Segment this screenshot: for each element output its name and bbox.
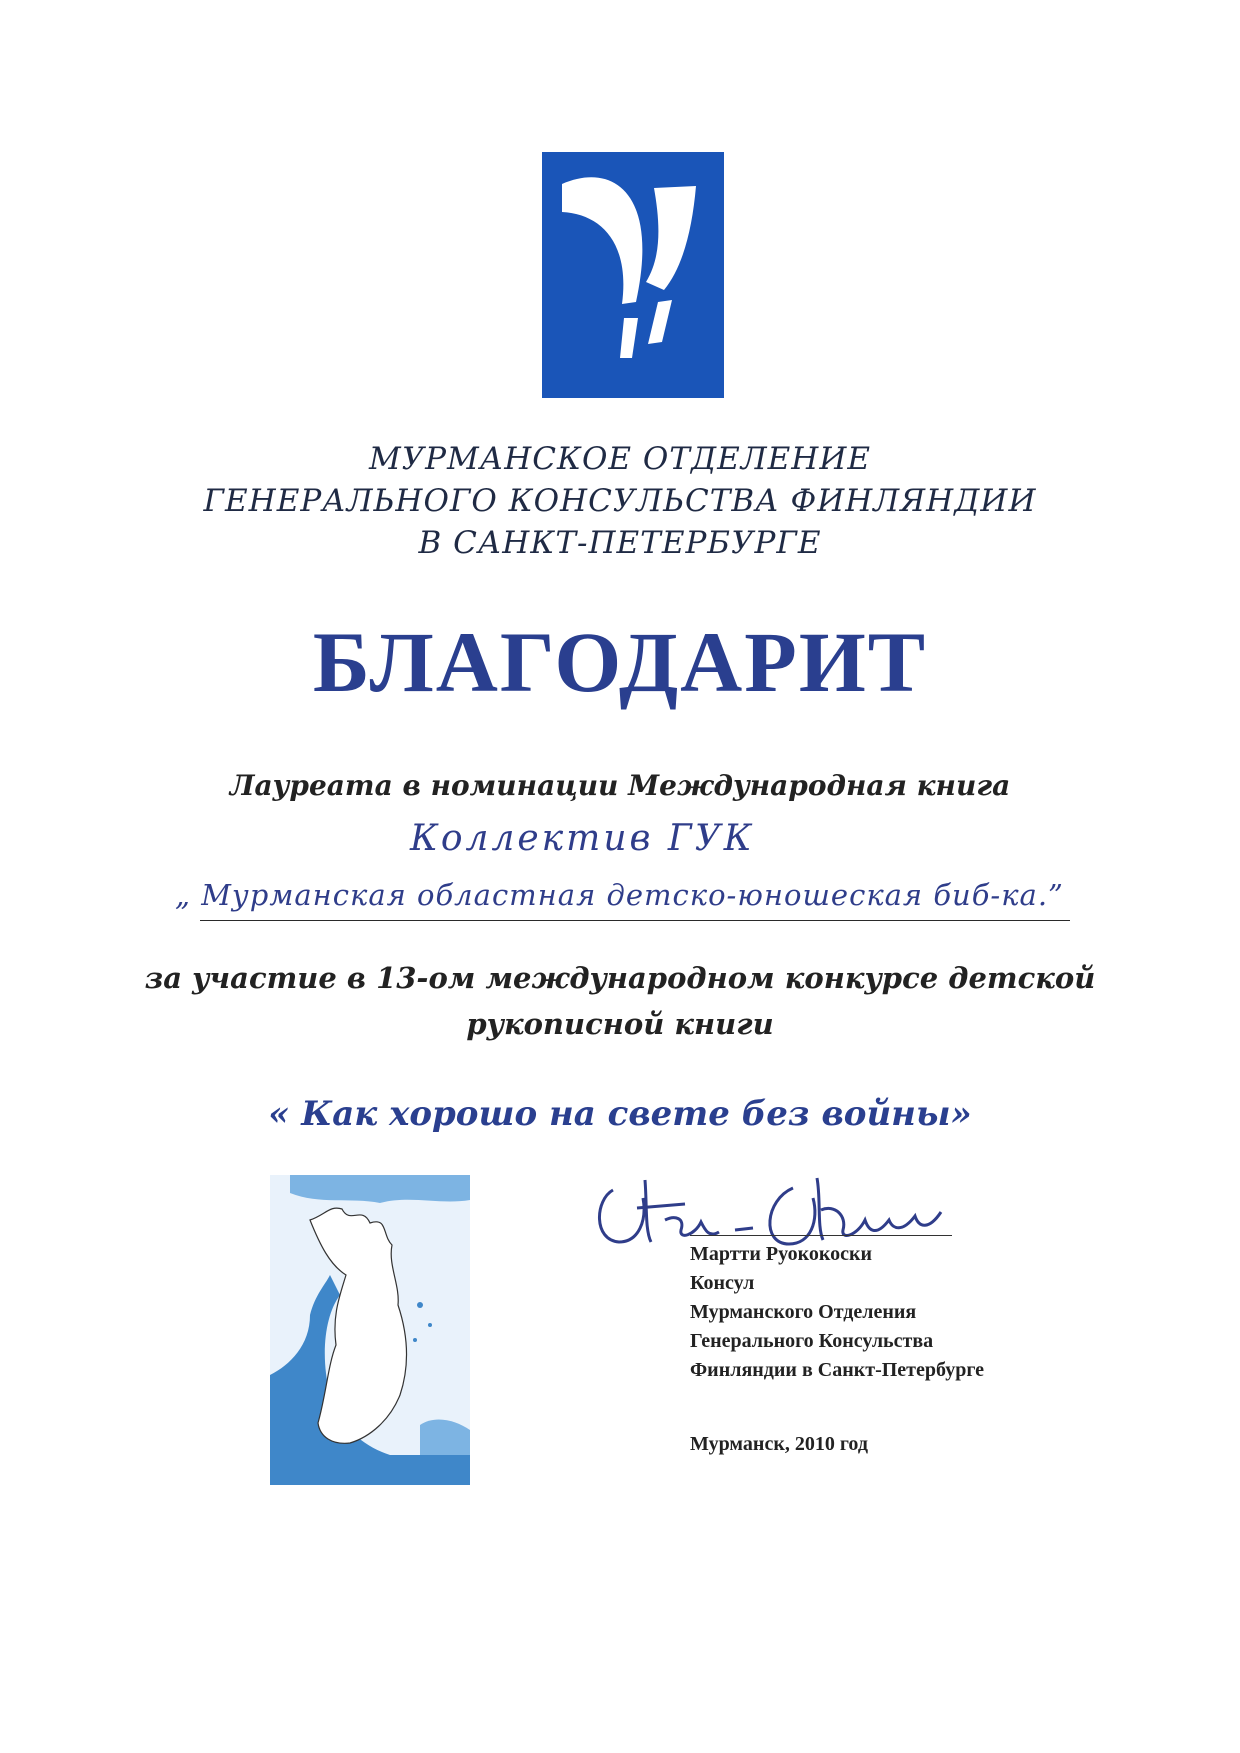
consulate-logo [542, 152, 724, 398]
signer-org-line-3: Финляндии в Санкт-Петербурге [690, 1359, 985, 1381]
signer-org-line-2: Генерального Консульства [690, 1330, 934, 1352]
recipient-handwritten-line-2: „ Мурманская областная детско-юношеская биб-ка.” [175, 878, 1064, 912]
issuer-header-line-1: МУРМАНСКОЕ ОТДЕЛЕНИЕ [369, 441, 871, 477]
signer-block [690, 1240, 1090, 1385]
signer-position: Консул [690, 1272, 755, 1294]
issuer-header [120, 438, 1120, 564]
nomination-text: Лауреата в номинации Международная книга [229, 769, 1011, 802]
issuer-header-line-3: В САНКТ-ПЕТЕРБУРГЕ [418, 525, 822, 561]
participation-line-2: рукописной книги [466, 1007, 774, 1041]
participation-text [120, 955, 1120, 1047]
signer-name: Мартти Руококоски [690, 1243, 873, 1265]
certificate-title: БЛАГОДАРИТ [312, 614, 928, 710]
signer-org-line-1: Мурманского Отделения [690, 1301, 917, 1323]
recipient-underline [200, 920, 1070, 921]
contest-title: « Как хорошо на свете без войны» [268, 1094, 972, 1134]
finland-map-image [270, 1175, 470, 1485]
place-and-date: Мурманск, 2010 год [690, 1433, 868, 1455]
signature-line [690, 1235, 952, 1236]
issuer-header-line-2: ГЕНЕРАЛЬНОГО КОНСУЛЬСТВА ФИНЛЯНДИИ [203, 483, 1037, 519]
participation-line-1: за участие в 13-ом международном конкурсе детской [144, 961, 1096, 995]
recipient-handwritten-line-1: Коллектив ГУК [410, 818, 755, 859]
